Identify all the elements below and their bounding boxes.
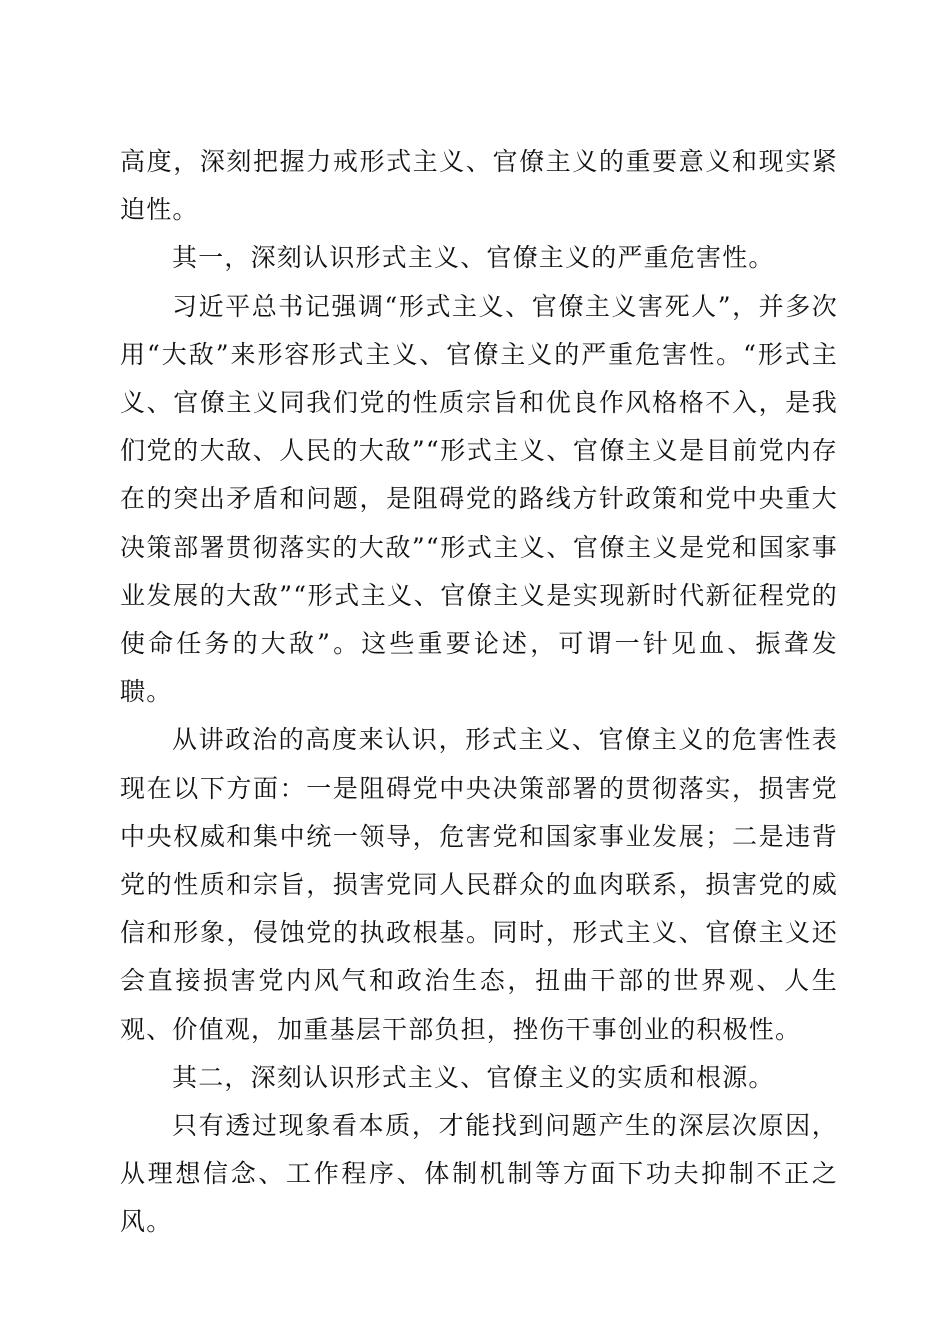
- document-body: [120, 138, 838, 1247]
- paragraph-harms: 从讲政治的高度来认识，形式主义、官僚主义的危害性表现在以下方面：一是阻碍党中央决策部署的贯彻落实，损害党中央权威和集中统一领导，危害党和国家事业发展；二是违背党的性质和宗旨，损害党同人民群众的血肉联系，损害党的威信和形象，侵蚀党的执政根基。同时，形式主义、官僚主义还会直接损害党内风气和政治生态，扭曲干部的世界观、人生观、价值观，加重基层干部负担，挫伤干事创业的积极性。: [120, 725, 838, 1044]
- paragraph-point-one-heading: 其一，深刻认识形式主义、官僚主义的严重危害性。: [172, 243, 775, 273]
- paragraph-quotes: 习近平总书记强调“形式主义、官僚主义害死人”，并多次用“大敌”来形容形式主义、官僚主义的严重危害性。“形式主义、官僚主义同我们党的性质宗旨和优良作风格格不入，是我们党的大敌、人民的大敌”“形式主义、官僚主义是目前党内存在的突出矛盾和问题，是阻碍党的路线方针政策和党中央重大决策部署贯彻落实的大敌”“形式主义、官僚主义是党和国家事业发展的大敌”“形式主义、官僚主义是实现新时代新征程党的使命任务的大敌”。这些重要论述，可谓一针见血、振聋发聩。: [120, 291, 838, 707]
- paragraph-root-causes: 只有透过现象看本质，才能找到问题产生的深层次原因，从理想信念、工作程序、体制机制等方面下功夫抑制不正之风。: [120, 1111, 838, 1237]
- paragraph-continuation: 高度，深刻把握力戒形式主义、官僚主义的重要意义和现实紧迫性。: [120, 147, 838, 225]
- paragraph-point-two-heading: 其二，深刻认识形式主义、官僚主义的实质和根源。: [172, 1062, 775, 1092]
